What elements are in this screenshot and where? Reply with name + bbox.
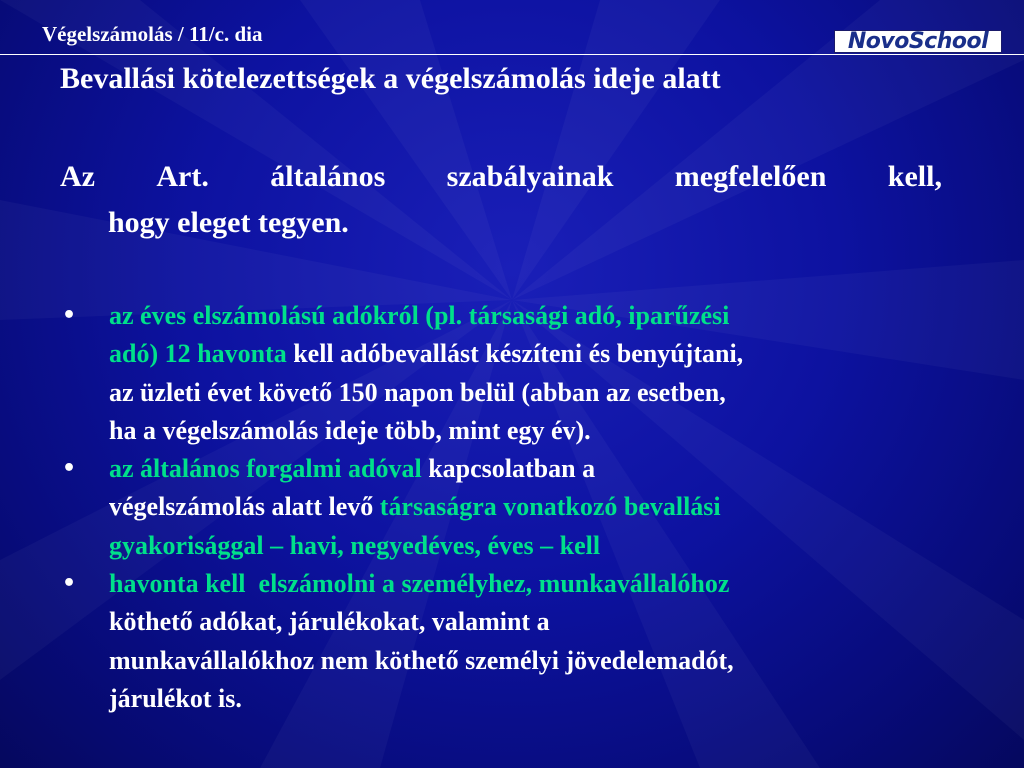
highlight-text: gyakorisággal – havi, negyedéves, éves – kell (109, 530, 601, 560)
bullet-list (60, 297, 960, 718)
intro-line-2: hogy eleget tegyen. (108, 206, 349, 239)
body-text: járulékot is. (109, 683, 242, 713)
bullet-dot-icon: • (62, 303, 77, 328)
bullet-line (109, 603, 960, 641)
bullet-item (60, 297, 960, 450)
body-text: az üzleti évet követő 150 napon belül (abban az esetben, (109, 377, 726, 407)
body-text: kapcsolatban a (421, 454, 596, 484)
bullet-line (109, 412, 960, 450)
header-divider (0, 54, 1024, 55)
intro-word: Az (60, 160, 95, 193)
bullet-line (109, 680, 960, 718)
intro-paragraph (60, 154, 942, 246)
slide-label: Végelszámolás / 11/c. dia (42, 22, 263, 46)
bullet-line (109, 374, 960, 412)
bullet-dot-icon: • (62, 456, 77, 482)
bullet-item (60, 450, 960, 565)
body-text: munkavállalókhoz nem köthető személyi jövedelemadót, (109, 645, 734, 675)
intro-line-1 (60, 154, 942, 200)
body-text: köthető adókat, járulékokat, valamint a (109, 607, 550, 637)
novoschool-logo (834, 30, 1002, 53)
intro-word: kell, (887, 160, 942, 193)
bullet-line (109, 527, 960, 565)
bullet-line (109, 450, 960, 488)
bullet-line (109, 642, 960, 680)
bullet-dot-icon: • (62, 571, 77, 597)
body-text: végelszámolás alatt levő (109, 492, 380, 522)
intro-word: Art. (156, 160, 209, 193)
body-text: kell adóbevallást készíteni és benyújtani, (286, 339, 744, 369)
intro-word: általános (270, 160, 386, 193)
slide-title: Bevallási kötelezettségek a végelszámolás ideje alatt (60, 62, 721, 95)
bullet-line (109, 565, 960, 603)
logo-text: NovoSchool (847, 28, 989, 54)
highlight-text: az általános forgalmi adóval (109, 454, 422, 484)
intro-word: megfelelően (674, 160, 827, 193)
bullet-line (109, 297, 960, 335)
highlight-text: társaságra vonatkozó bevallási (379, 492, 721, 522)
highlight-text: adó) 12 havonta (109, 339, 287, 369)
highlight-text: az éves elszámolású adókról (pl. társasági adó, iparűzési (109, 301, 730, 330)
bullet-line (109, 488, 960, 526)
bullet-line (109, 335, 960, 373)
bullet-item (60, 565, 960, 718)
body-text: ha a végelszámolás ideje több, mint egy év). (109, 415, 591, 445)
highlight-text: havonta kell elszámolni a személyhez, munkavállalóhoz (109, 569, 730, 599)
intro-word: szabályainak (446, 160, 614, 193)
